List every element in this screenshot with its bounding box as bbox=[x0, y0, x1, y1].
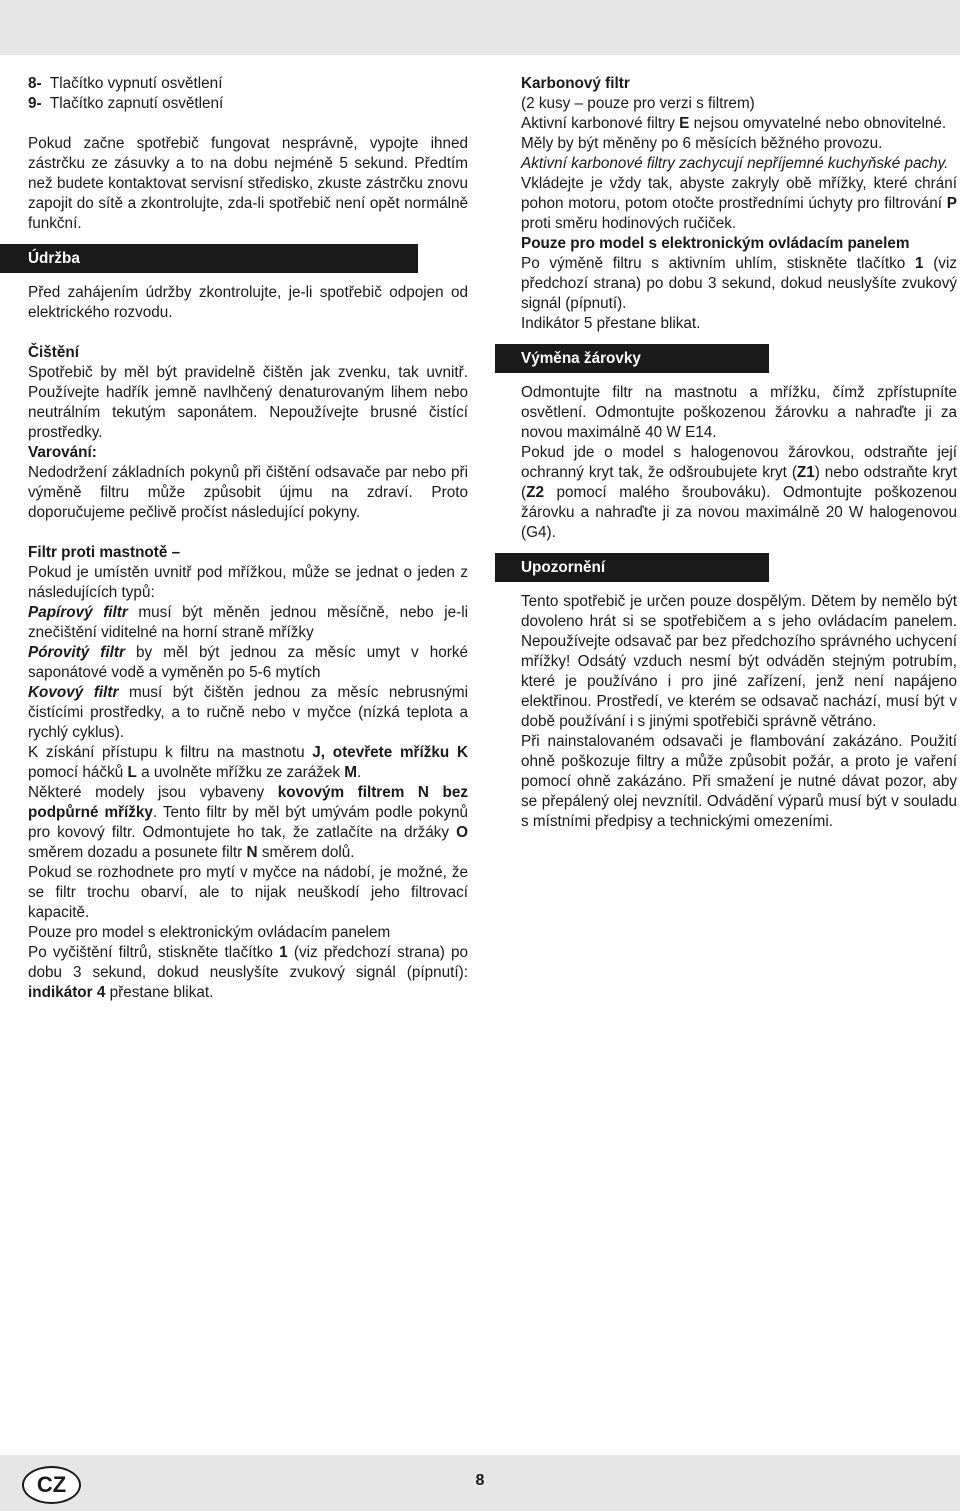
indicator-note: Indikátor 5 přestane blikat. bbox=[521, 315, 701, 332]
bulb-replacement-heading: Výměna žárovky bbox=[495, 344, 769, 373]
electronic-panel-heading-right: Pouze pro model s elektronickým ovládacím panelem bbox=[521, 235, 910, 252]
warning-label: Varování: bbox=[28, 444, 97, 461]
bulb-replacement-paragraph: Odmontujte filtr na mastnotu a mřížku, čímž zpřístupníte osvětlení. Odmontujte poškozenou žárovku a nahraďte ji za novou maximálně 40 W E14. bbox=[521, 384, 957, 441]
electronic-panel-paragraph: Po vyčištění filtrů, stiskněte tlačítko 1 (viz předchozí strana) po dobu 3 sekund, dokud neuslyšíte zvukový signál (pípnutí): indikátor 4 přestane blikat. bbox=[28, 944, 468, 1001]
metal-filter-paragraph: Kovový filtr musí být čištěn jednou za měsíc nebrusnými čistícími prostředky, a to ručně nebo v myčce (nízká teplota a rychlý cyklus). bbox=[28, 684, 468, 741]
grease-filter-heading: Filtr proti mastnotě – bbox=[28, 544, 181, 561]
cleaning-paragraph: Spotřebič by měl být pravidelně čištěn jak zvenku, tak uvnitř. Používejte hadřík jemně navlhčený denaturovaným lihem nebo neutrálním tekutým saponátem. Nepoužívejte brusné čistící prostředky. bbox=[28, 364, 468, 441]
paper-filter-paragraph: Papírový filtr musí být měněn jednou měsíčně, nebo je-li znečištění viditelné na horní straně mřížky bbox=[28, 604, 468, 641]
warning-paragraph: Nedodržení základních pokynů při čištění odsavače par nebo při výměně filtru může způsobit újmu na zdraví. Proto doporučujeme pečlivě pročíst následující pokyny. bbox=[28, 464, 468, 521]
metal-filter-without-support-paragraph: Některé modely jsou vybaveny kovovým filtrem N bez podpůrné mřížky. Tento filtr by měl být umývám podle pokynů pro kovový filtr. Odmontujete ho tak, že zatlačíte na držáky O směrem dozadu a posunete filtr N směrem dolů. bbox=[28, 784, 468, 861]
country-code-badge: CZ bbox=[22, 1466, 81, 1504]
electronic-panel-heading: Pouze pro model s elektronickým ovládacím panelem bbox=[28, 924, 391, 941]
notice-paragraph-1: Tento spotřebič je určen pouze dospělým. Dětem by nemělo být dovoleno hrát si se spotřebičem a s jeho ovládacím panelem. Nepoužívejte odsavač par bez předchozího správného uchycení mřížky! Odsátý vzduch nesmí být odváděn stejným potrubím, které je používáno i pro jiné zařízení, jenž není napájeno elektřinou. Prostředí, ve kterém se odsavač nachází, musí být v době používání i s jinými spotřebiči správně větráno. bbox=[521, 593, 957, 730]
halogen-bulb-paragraph: Pokud jde o model s halogenovou žárovkou, odstraňte její ochranný kryt tak, že odšroubujete kryt (Z1) nebo odstraňte kryt (Z2 pomocí malého šroubováku). Odmontujte poškozenou žárovku a nahraďte ji za novou maximálně 20 W halogenovou (G4). bbox=[521, 444, 957, 541]
button-8-description: 8- Tlačítko vypnutí osvětlení bbox=[28, 75, 223, 92]
left-column bbox=[28, 74, 468, 1003]
electronic-panel-paragraph-right: Po výměně filtru s aktivním uhlím, stiskněte tlačítko 1 (viz předchozí strana) po dobu 3 sekund, dokud neuslyšíte zvukový signál (pípnutí). bbox=[521, 255, 957, 312]
maintenance-heading: Údržba bbox=[0, 244, 418, 273]
carbon-filter-change: Měly by být měněny po 6 měsících běžného provozu. bbox=[521, 135, 883, 152]
grease-filter-intro: Pokud je umístěn uvnitř pod mřížkou, může se jednat o jeden z následujících typů: bbox=[28, 564, 468, 601]
malfunction-paragraph: Pokud začne spotřebič fungovat nesprávně, vypojte ihned zástrčku ze zásuvky a to na dobu nejméně 5 sekund. Předtím než budete kontaktovat servisní středisko, zkuste zástrčku znovu zapojit do sítě a zkontrolujte, zda-li spotřebič není opět normálně funkční. bbox=[28, 135, 468, 232]
dishwasher-paragraph: Pokud se rozhodnete pro mytí v myčce na nádobí, je možné, že se filtr trochu obarví, ale to nijak neuškodí jeho filtrovací kapacitě. bbox=[28, 864, 468, 921]
page-number: 8 bbox=[475, 1472, 485, 1489]
top-bar bbox=[0, 0, 960, 55]
carbon-filter-subtitle: (2 kusy – pouze pro verzi s filtrem) bbox=[521, 95, 755, 112]
notice-heading: Upozornění bbox=[495, 553, 769, 582]
maintenance-paragraph: Před zahájením údržby zkontrolujte, je-li spotřebič odpojen od elektrického rozvodu. bbox=[28, 284, 468, 321]
carbon-filter-paragraph: Aktivní karbonové filtry E nejsou omyvatelné nebo obnovitelné. bbox=[521, 115, 947, 132]
button-9-description: 9- Tlačítko zapnutí osvětlení bbox=[28, 95, 224, 112]
carbon-filter-note: Aktivní karbonové filtry zachycují nepříjemné kuchyňské pachy. bbox=[521, 155, 949, 172]
notice-paragraph-2: Při nainstalovaném odsavači je flambování zakázáno. Použití ohně poškozuje filtry a může způsobit požár, a proto je vaření pomocí ohně zakázáno. Při smažení je nutné dávat pozor, aby se přepálený olej nevznítil. Odvádění výparů musí být v souladu s místními předpisy a technickými omezeními. bbox=[521, 733, 957, 830]
carbon-filter-insert-paragraph: Vkládejte je vždy tak, abyste zakryly obě mřížky, které chrání pohon motoru, potom otočte prostředními úchyty pro filtrování P proti směru hodinových ručiček. bbox=[521, 175, 957, 232]
filter-access-paragraph: K získání přístupu k filtru na mastnotu J, otevřete mřížku K pomocí háčků L a uvolněte mřížku ze zarážek M. bbox=[28, 744, 469, 781]
porous-filter-paragraph: Pórovitý filtr by měl být jednou za měsíc umyt v horké saponátové vodě a vyměněn po 5-6 mytích bbox=[28, 644, 468, 681]
right-column bbox=[521, 74, 957, 832]
cleaning-heading: Čištění bbox=[28, 344, 79, 361]
carbon-filter-heading: Karbonový filtr bbox=[521, 75, 630, 92]
